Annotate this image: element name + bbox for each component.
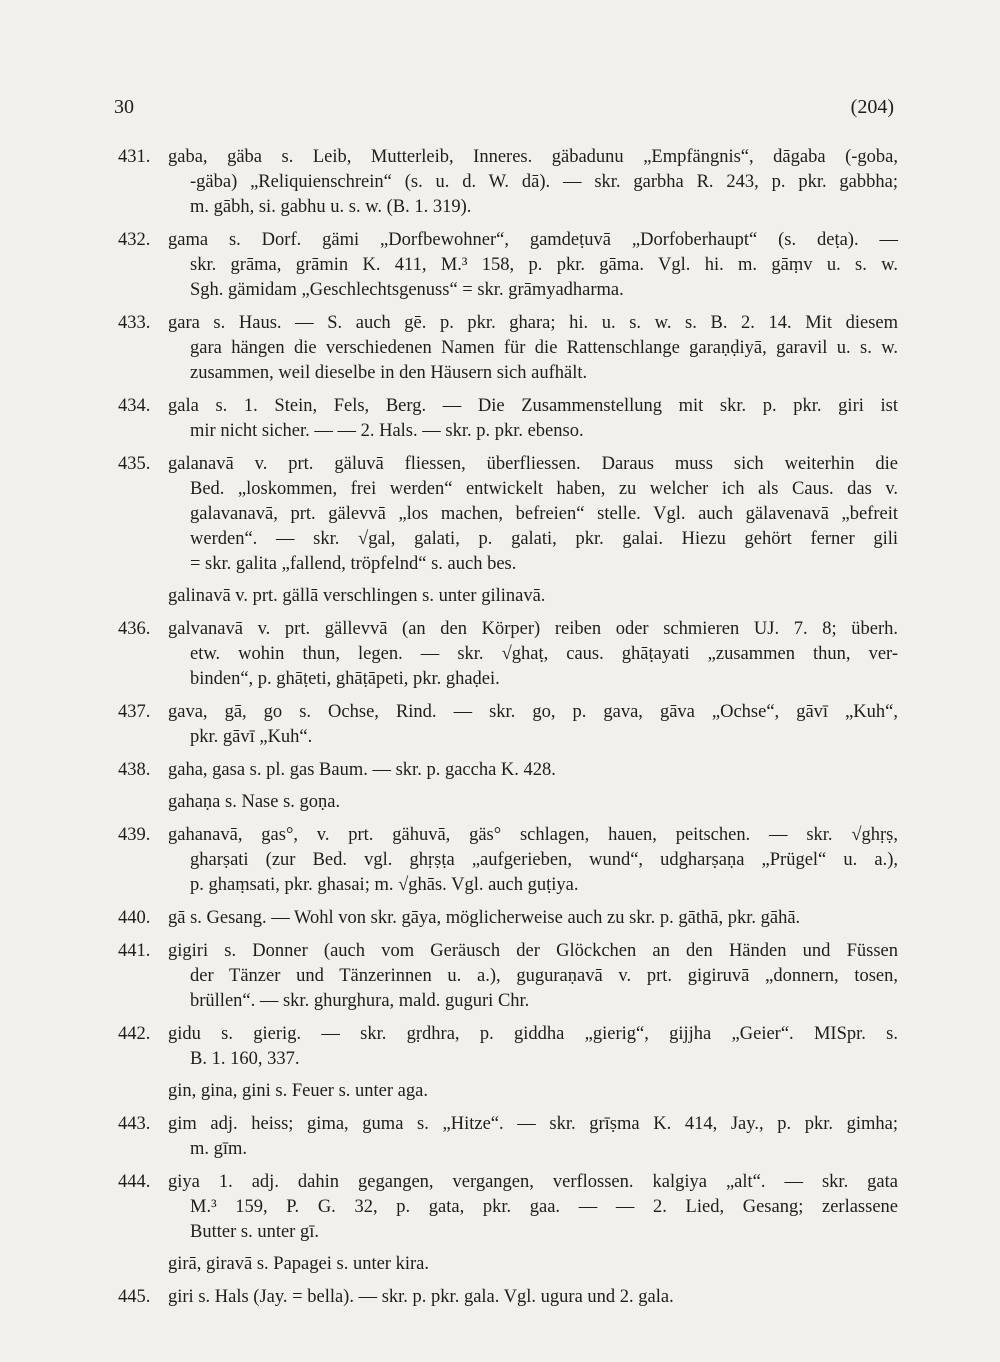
entry-line: etw. wohin thun, legen. — skr. √ghaṭ, caus. ghāṭayati „zusammen thun, ver- <box>190 644 898 664</box>
entry-line: = skr. galita „fallend, tröpfelnd“ s. auch bes. <box>190 554 517 574</box>
section-number: (204) <box>850 96 894 118</box>
page-number: 30 <box>114 96 134 118</box>
dictionary-entry <box>118 584 898 609</box>
entry-line: gaha, gasa s. pl. gas Baum. — skr. p. gaccha K. 428. <box>168 760 556 780</box>
entry-line: gara s. Haus. — S. auch gē. p. pkr. ghara; hi. u. s. w. s. B. 2. 14. Mit diesem <box>168 313 898 333</box>
entry-line: p. ghaṃsati, pkr. ghasai; m. √ghās. Vgl. auch guṭiya. <box>190 875 579 895</box>
entry-line: girā, giravā s. Papagei s. unter kira. <box>168 1254 429 1274</box>
entry-line: Sgh. gämidam „Geschlechtsgenuss“ = skr. grāmyadharma. <box>190 280 624 300</box>
dictionary-entry <box>118 1022 898 1072</box>
entry-line: zusammen, weil dieselbe in den Häusern sich aufhält. <box>190 363 588 383</box>
entry-number: 445. <box>118 1287 151 1307</box>
entry-number: 431. <box>118 147 151 167</box>
entry-line: m. gābh, si. gabhu u. s. w. (B. 1. 319). <box>190 197 472 217</box>
dictionary-entry <box>118 1079 898 1104</box>
entry-line: gidu s. gierig. — skr. gṛdhra, p. giddha „gierig“, gijjha „Geier“. MISpr. s. <box>168 1024 898 1044</box>
entry-line: gim adj. heiss; gima, guma s. „Hitze“. — skr. grīṣma K. 414, Jay., p. pkr. gimha; <box>168 1114 898 1134</box>
entry-number: 433. <box>118 313 151 333</box>
entry-line: B. 1. 160, 337. <box>190 1049 300 1069</box>
dictionary-entries <box>118 145 898 1318</box>
entry-number: 442. <box>118 1024 151 1044</box>
dictionary-entry <box>118 394 898 444</box>
entry-line: der Tänzer und Tänzerinnen u. a.), guguraṇavā v. prt. gigiruvā „donnern, tosen, <box>190 966 898 986</box>
entry-number: 443. <box>118 1114 151 1134</box>
dictionary-entry <box>118 758 898 783</box>
page-header <box>114 96 894 126</box>
entry-line: giri s. Hals (Jay. = bella). — skr. p. pkr. gala. Vgl. ugura und 2. gala. <box>168 1287 674 1307</box>
dictionary-entry <box>118 790 898 815</box>
entry-line: pkr. gāvī „Kuh“. <box>190 727 313 747</box>
entry-line: galanavā v. prt. gäluvā fliessen, überfliessen. Daraus muss sich weiterhin die <box>168 454 898 474</box>
entry-line: gā s. Gesang. — Wohl von skr. gāya, möglicherweise auch zu skr. p. gāthā, pkr. gāhā. <box>168 908 801 928</box>
dictionary-entry <box>118 311 898 386</box>
entry-line: brüllen“. — skr. ghurghura, mald. guguri Chr. <box>190 991 530 1011</box>
dictionary-entry <box>118 906 898 931</box>
entry-line: werden“. — skr. √gal, galati, p. galati, pkr. galai. Hiezu gehört ferner gili <box>190 529 898 549</box>
entry-line: gava, gā, go s. Ochse, Rind. — skr. go, p. gava, gāva „Ochse“, gāvī „Kuh“, <box>168 702 898 722</box>
entry-line: gin, gina, gini s. Feuer s. unter aga. <box>168 1081 428 1101</box>
entry-line: Butter s. unter gī. <box>190 1222 319 1242</box>
entry-line: galvanavā v. prt. gällevvā (an den Körper) reiben oder schmieren UJ. 7. 8; überh. <box>168 619 898 639</box>
entry-line: gala s. 1. Stein, Fels, Berg. — Die Zusammenstellung mit skr. p. pkr. giri ist <box>168 396 898 416</box>
entry-number: 435. <box>118 454 151 474</box>
entry-line: galavanavā, prt. gälevvā „los machen, befreien“ stelle. Vgl. auch gälavenavā „befreit <box>190 504 898 524</box>
dictionary-entry <box>118 228 898 303</box>
entry-number: 439. <box>118 825 151 845</box>
entry-line: galinavā v. prt. gällā verschlingen s. unter gilinavā. <box>168 586 546 606</box>
entry-line: binden“, p. ghāṭeti, ghāṭāpeti, pkr. ghaḍei. <box>190 669 500 689</box>
dictionary-entry <box>118 145 898 220</box>
dictionary-entry <box>118 1170 898 1245</box>
dictionary-entry <box>118 1285 898 1310</box>
dictionary-entry <box>118 1252 898 1277</box>
entry-line: gama s. Dorf. gämi „Dorfbewohner“, gamdeṭuvā „Dorfoberhaupt“ (s. deṭa). — <box>168 230 898 250</box>
entry-line: gaba, gäba s. Leib, Mutterleib, Inneres. gäbadunu „Empfängnis“, dāgaba (-goba, <box>168 147 898 167</box>
dictionary-entry <box>118 823 898 898</box>
entry-number: 432. <box>118 230 151 250</box>
entry-line: Bed. „loskommen, frei werden“ entwickelt haben, zu welcher ich als Caus. das v. <box>190 479 898 499</box>
entry-line: M.³ 159, P. G. 32, p. gata, pkr. gaa. — — 2. Lied, Gesang; zerlassene <box>190 1197 898 1217</box>
entry-number: 434. <box>118 396 151 416</box>
entry-line: skr. grāma, grāmin K. 411, M.³ 158, p. pkr. gāma. Vgl. hi. m. gāṃv u. s. w. <box>190 255 898 275</box>
entry-number: 437. <box>118 702 151 722</box>
dictionary-entry <box>118 700 898 750</box>
entry-line: -gäba) „Reliquienschrein“ (s. u. d. W. dā). — skr. garbha R. 243, p. pkr. gabbha; <box>190 172 898 192</box>
dictionary-entry <box>118 617 898 692</box>
entry-number: 436. <box>118 619 151 639</box>
entry-line: gara hängen die verschiedenen Namen für die Rattenschlange garaṇḍiyā, garavil u. s. w. <box>190 338 898 358</box>
dictionary-entry <box>118 452 898 577</box>
entry-line: m. gīm. <box>190 1139 248 1159</box>
entry-line: gahanavā, gas°, v. prt. gähuvā, gäs° schlagen, hauen, peitschen. — skr. √ghṛṣ, <box>168 825 898 845</box>
entry-line: mir nicht sicher. — — 2. Hals. — skr. p. pkr. ebenso. <box>190 421 584 441</box>
entry-line: gharṣati (zur Bed. vgl. ghṛṣṭa „aufgerieben, wund“, udgharṣaṇa „Prügel“ u. a.), <box>190 850 898 870</box>
entry-line: gigiri s. Donner (auch vom Geräusch der Glöckchen an den Händen und Füssen <box>168 941 898 961</box>
entry-line: gahaṇa s. Nase s. goṇa. <box>168 792 341 812</box>
entry-number: 444. <box>118 1172 151 1192</box>
entry-line: giya 1. adj. dahin gegangen, vergangen, verflossen. kalgiya „alt“. — skr. gata <box>168 1172 898 1192</box>
entry-number: 440. <box>118 908 151 928</box>
entry-number: 438. <box>118 760 151 780</box>
dictionary-entry <box>118 1112 898 1162</box>
entry-number: 441. <box>118 941 151 961</box>
dictionary-entry <box>118 939 898 1014</box>
